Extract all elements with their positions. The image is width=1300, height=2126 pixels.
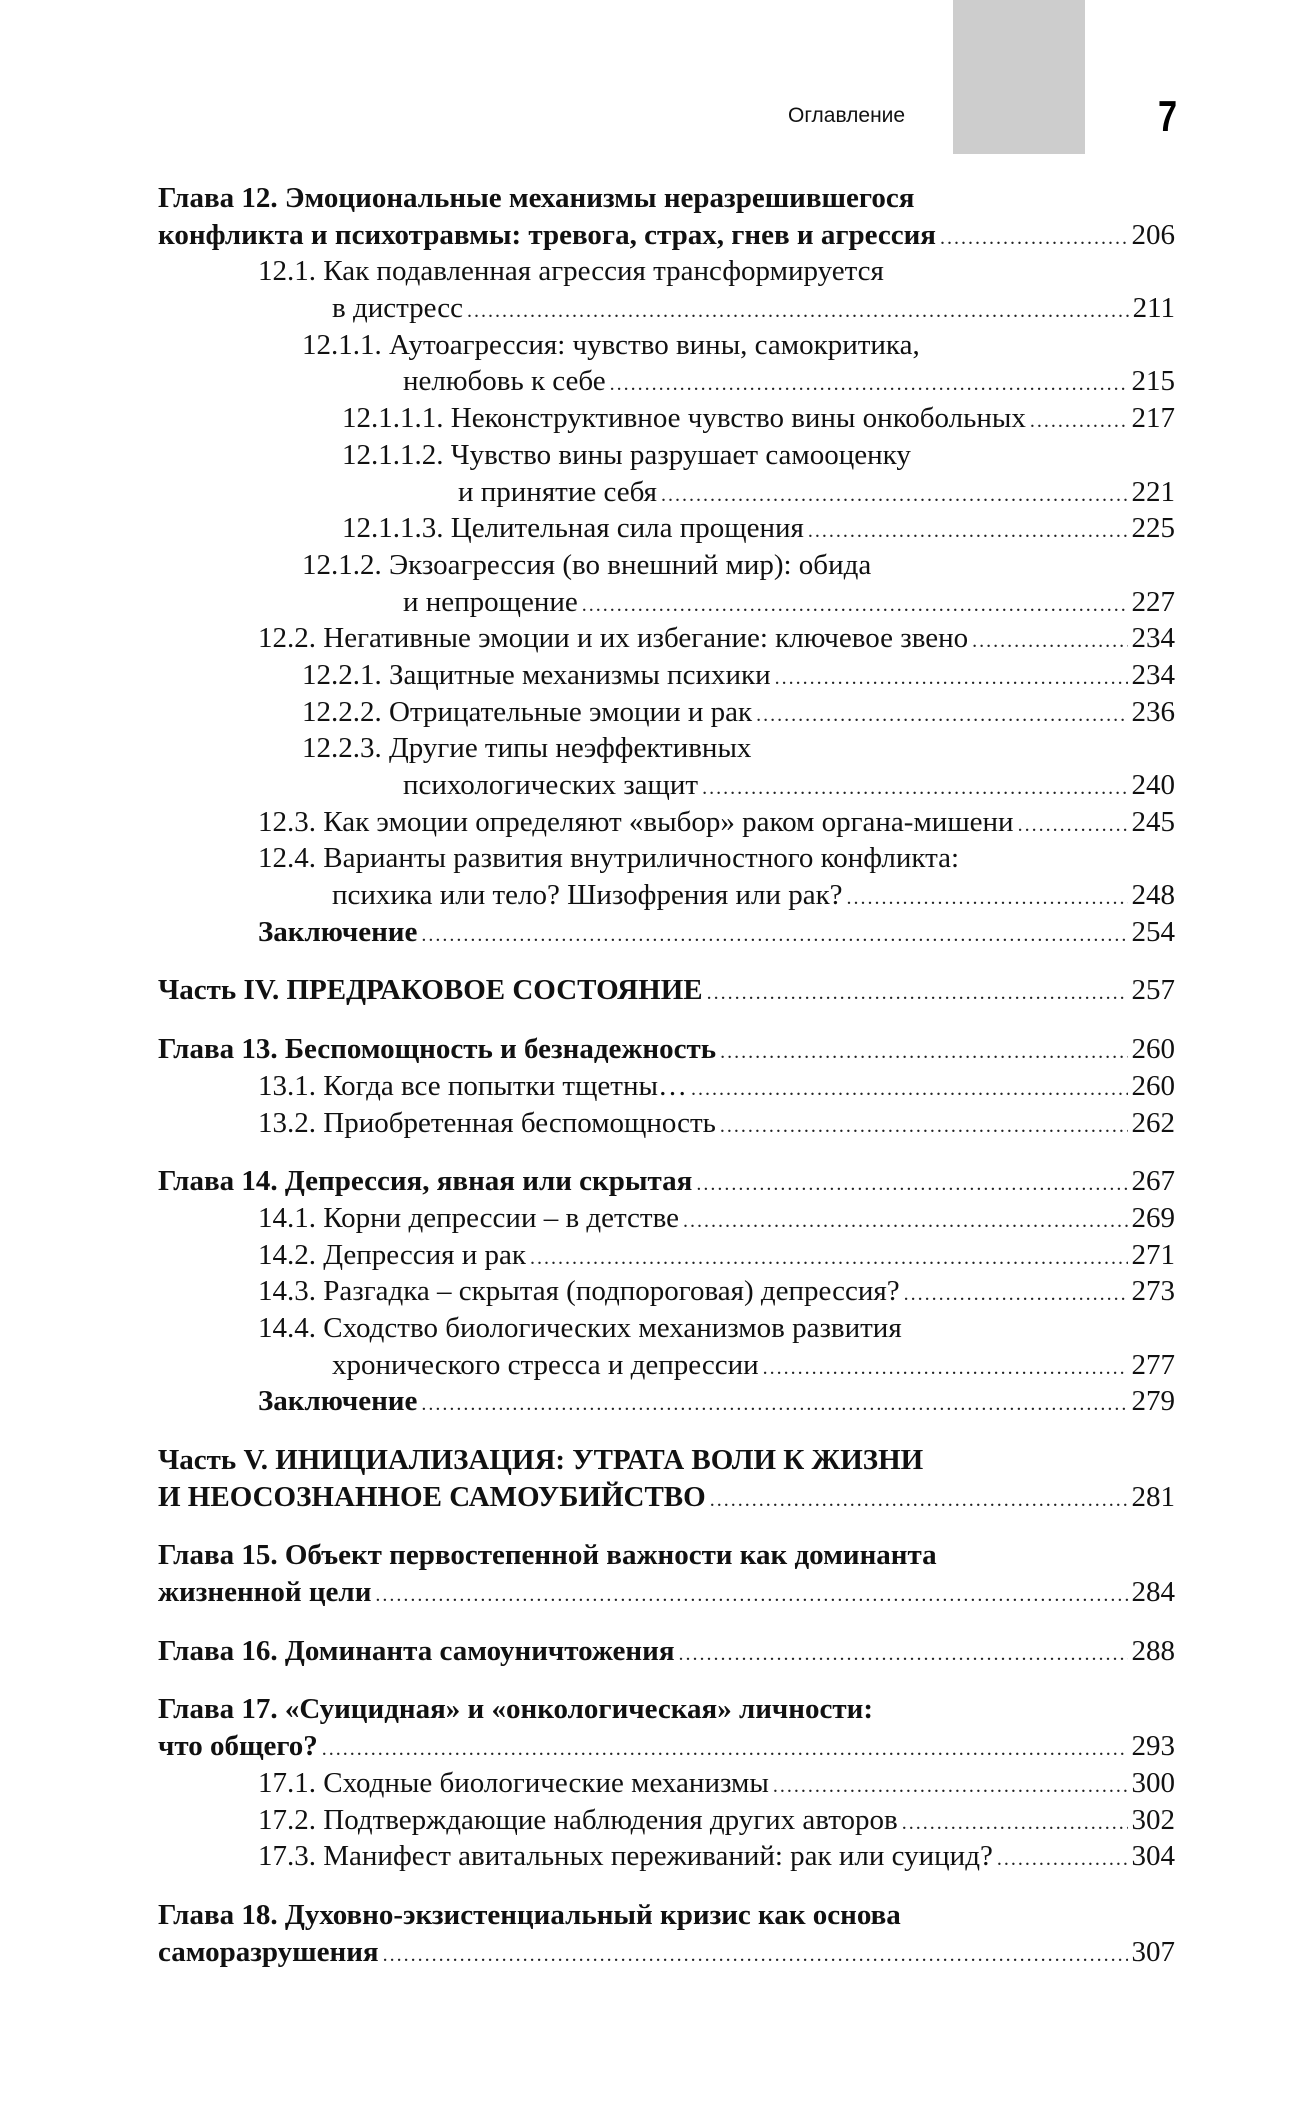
toc-entry-title: Глава 16. Доминанта самоуничтожения [158,1634,675,1667]
toc-page-number: 248 [1131,879,1175,912]
toc-page-number: 277 [1131,1348,1175,1381]
toc-page-number: 221 [1131,475,1175,508]
toc-chapter-16[interactable] [158,1633,1175,1670]
toc-page-number: 281 [1131,1480,1175,1513]
leader-dots [773,1768,1128,1805]
toc-page-number: 206 [1131,218,1175,251]
toc-entry-title-cont: нелюбовь к себе [403,365,606,398]
toc-chapter-18[interactable] [158,1897,1175,1970]
toc-section-17-3[interactable] [158,1838,1175,1875]
toc-entry-title: Глава 13. Беспомощность и безнадежность [158,1033,717,1066]
toc-page-number: 269 [1131,1201,1175,1234]
toc-entry-title-cont: жизненной цели [158,1576,372,1609]
spacer [158,1141,1175,1163]
spacer [158,1611,1175,1633]
toc-page-number: 236 [1131,695,1175,728]
toc-page-number: 307 [1131,1935,1175,1968]
toc-entry-title: 12.2.3. Другие типы неэффективных [302,732,752,765]
toc-part-4[interactable] [158,972,1175,1009]
toc-entry-title: Глава 17. «Суицидная» и «онкологическая» личности: [158,1693,873,1726]
toc-entry-title-cont: конфликта и психотравмы: тревога, страх, гнев и агрессия [158,218,936,251]
toc-chapter-12[interactable] [158,180,1175,253]
toc-section-13-2[interactable] [158,1105,1175,1142]
leader-dots [710,1482,1128,1519]
toc-section-12-1-2[interactable] [158,547,1175,620]
leader-dots [582,587,1128,624]
toc-entry-title: 12.4. Варианты развития внутриличностного конфликта: [258,842,960,875]
toc-page-number: 257 [1131,974,1175,1007]
toc-page-number: 234 [1131,658,1175,691]
leader-dots [530,1240,1128,1277]
toc-section-14-2[interactable] [158,1237,1175,1274]
leader-dots [467,293,1129,330]
toc-section-12-1-1[interactable] [158,327,1175,400]
toc-chapter-13[interactable] [158,1031,1175,1068]
toc-entry-title: 14.3. Разгадка – скрытая (подпороговая) депрессия? [258,1275,900,1308]
toc-page-number: 254 [1131,915,1175,948]
toc-entry-title-cont: и принятие себя [458,475,657,508]
spacer [158,1875,1175,1897]
leader-dots [375,1577,1127,1614]
toc-entry-title: Глава 14. Депрессия, явная или скрытая [158,1165,693,1198]
toc-entry-title: 12.1.1. Аутоагрессия: чувство вины, самокритика, [302,328,920,361]
toc-entry-title: 14.2. Депрессия и рак [258,1238,526,1271]
leader-dots [902,1805,1128,1842]
toc-part-5[interactable] [158,1442,1175,1515]
toc-section-17-1[interactable] [158,1765,1175,1802]
leader-dots [1018,807,1128,844]
toc-entry-title: Заключение [258,915,418,948]
toc-entry-title: 14.1. Корни депрессии – в детстве [258,1201,679,1234]
toc-page-number: 211 [1132,292,1175,325]
toc-page-number: 267 [1131,1165,1175,1198]
toc-page-number: 260 [1131,1069,1175,1102]
toc-page-number: 215 [1131,365,1175,398]
toc-entry-title: Глава 18. Духовно-экзистенциальный кризис как основа [158,1898,901,1931]
toc-entry-title: 12.1.1.1. Неконструктивное чувство вины онкобольных [342,402,1026,435]
spacer [158,950,1175,972]
toc-entry-title-cont: психика или тело? Шизофрения или рак? [332,879,843,912]
leader-dots [683,1203,1128,1240]
toc-section-12-2-1[interactable] [158,657,1175,694]
toc-entry-title: 17.3. Манифест авитальных переживаний: рак или суицид? [258,1840,993,1873]
toc-page-number: 300 [1131,1766,1175,1799]
leader-dots [322,1731,1128,1768]
toc-page-number: 245 [1131,805,1175,838]
toc-section-12-2[interactable] [158,620,1175,657]
toc-entry-title: 12.2.2. Отрицательные эмоции и рак [302,695,753,728]
toc-section-14-3[interactable] [158,1273,1175,1310]
toc-entry-title: Часть IV. ПРЕДРАКОВОЕ СОСТОЯНИЕ [158,974,703,1007]
leader-dots [904,1276,1128,1313]
spacer [158,1420,1175,1442]
toc-entry-title: 12.1.1.3. Целительная сила прощения [342,512,804,545]
running-header-title: Оглавление [788,104,906,127]
toc-entry-title: 13.1. Когда все попытки тщетны… [258,1069,687,1102]
toc-page-number: 271 [1131,1238,1175,1271]
toc-entry-title-cont: и непрощение [403,585,578,618]
leader-dots [720,1034,1127,1071]
leader-dots [720,1108,1128,1145]
toc-entry-title: 13.2. Приобретенная беспомощность [258,1106,716,1139]
toc-section-14-1[interactable] [158,1200,1175,1237]
leader-dots [696,1166,1127,1203]
leader-dots [691,1071,1128,1108]
toc-entry-title-cont: что общего? [158,1730,318,1763]
toc-entry-title: 12.1.2. Экзоагрессия (во внешний мир): обида [302,548,872,581]
toc-page-number: 304 [1131,1840,1175,1873]
toc-chapter-15[interactable] [158,1537,1175,1610]
spacer [158,1669,1175,1691]
leader-dots [707,975,1128,1012]
toc-entry-title-cont: в дистресс [332,292,463,325]
toc-page-number: 293 [1131,1730,1175,1763]
toc-section-12-1[interactable] [158,253,1175,326]
leader-dots [383,1937,1128,1974]
toc-entry-title-cont: психологических защит [403,769,699,801]
toc-chapter-17[interactable] [158,1691,1175,1764]
toc-section-13-1[interactable] [158,1068,1175,1105]
toc-page-number: 234 [1131,622,1175,655]
toc-entry-title: Заключение [258,1385,418,1418]
table-of-contents [158,180,1175,1970]
leader-dots [940,220,1128,257]
toc-section-12-1-1-3[interactable] [158,510,1175,547]
leader-dots [847,880,1128,917]
toc-entry-title: Глава 15. Объект первостепенной важности как доминанта [158,1539,937,1572]
toc-section-12-3[interactable] [158,804,1175,841]
leader-dots [421,917,1127,954]
toc-page-number: 262 [1131,1106,1175,1139]
toc-page-number: 302 [1131,1803,1175,1836]
toc-entry-title: 12.2.1. Защитные механизмы психики [302,658,771,691]
toc-page-number: 227 [1131,585,1175,618]
leader-dots [1030,403,1128,440]
toc-section-12-1-1-2[interactable] [158,437,1175,510]
leader-dots [775,660,1128,697]
spacer [158,1515,1175,1537]
leader-dots [763,1350,1128,1387]
toc-page-number: 273 [1131,1275,1175,1308]
toc-section-12-1-1-1[interactable] [158,400,1175,437]
toc-section-12-2-2[interactable] [158,694,1175,731]
toc-entry-title-cont: И НЕОСОЗНАННОЕ САМОУБИЙСТВО [158,1480,706,1513]
toc-section-12-2-3[interactable] [158,730,1175,803]
leader-dots [702,770,1127,807]
leader-dots [756,697,1127,734]
toc-entry-title-cont: хронического стресса и депрессии [332,1348,759,1381]
leader-dots [679,1636,1128,1673]
toc-entry-title: 12.1. Как подавленная агрессия трансформируется [258,255,884,288]
toc-conclusion-ch12[interactable] [158,914,1175,951]
toc-entry-title: Глава 12. Эмоциональные механизмы неразрешившегося [158,182,915,214]
toc-page-number: 279 [1131,1385,1175,1418]
spacer [158,1009,1175,1031]
toc-page-number: 284 [1131,1576,1175,1609]
header-tab-marker [953,0,1085,154]
leader-dots [997,1841,1128,1878]
toc-entry-title: 17.2. Подтверждающие наблюдения других авторов [258,1803,898,1836]
toc-page-number: 240 [1131,769,1175,801]
toc-conclusion-ch14[interactable] [158,1383,1175,1420]
toc-entry-title: 17.1. Сходные биологические механизмы [258,1766,769,1799]
toc-page-number: 217 [1131,402,1175,435]
leader-dots [421,1386,1127,1423]
toc-page-number: 260 [1131,1033,1175,1066]
toc-section-12-4[interactable] [158,840,1175,913]
toc-section-17-2[interactable] [158,1802,1175,1839]
toc-chapter-14[interactable] [158,1163,1175,1200]
page-number: 7 [1158,92,1178,141]
toc-entry-title: 12.2. Негативные эмоции и их избегание: ключевое звено [258,622,969,655]
toc-page-number: 225 [1131,512,1175,545]
toc-entry-title-cont: саморазрушения [158,1935,379,1968]
toc-entry-title: 12.1.1.2. Чувство вины разрушает самооценку [342,438,911,471]
toc-section-14-4[interactable] [158,1310,1175,1383]
toc-entry-title: Часть V. ИНИЦИАЛИЗАЦИЯ: УТРАТА ВОЛИ К ЖИЗНИ [158,1444,924,1476]
leader-dots [661,477,1128,514]
toc-entry-title: 12.3. Как эмоции определяют «выбор» раком органа-мишени [258,805,1014,838]
leader-dots [808,513,1128,550]
leader-dots [972,623,1127,660]
toc-entry-title: 14.4. Сходство биологических механизмов развития [258,1311,902,1344]
toc-page-number: 288 [1131,1634,1175,1667]
leader-dots [610,366,1128,403]
